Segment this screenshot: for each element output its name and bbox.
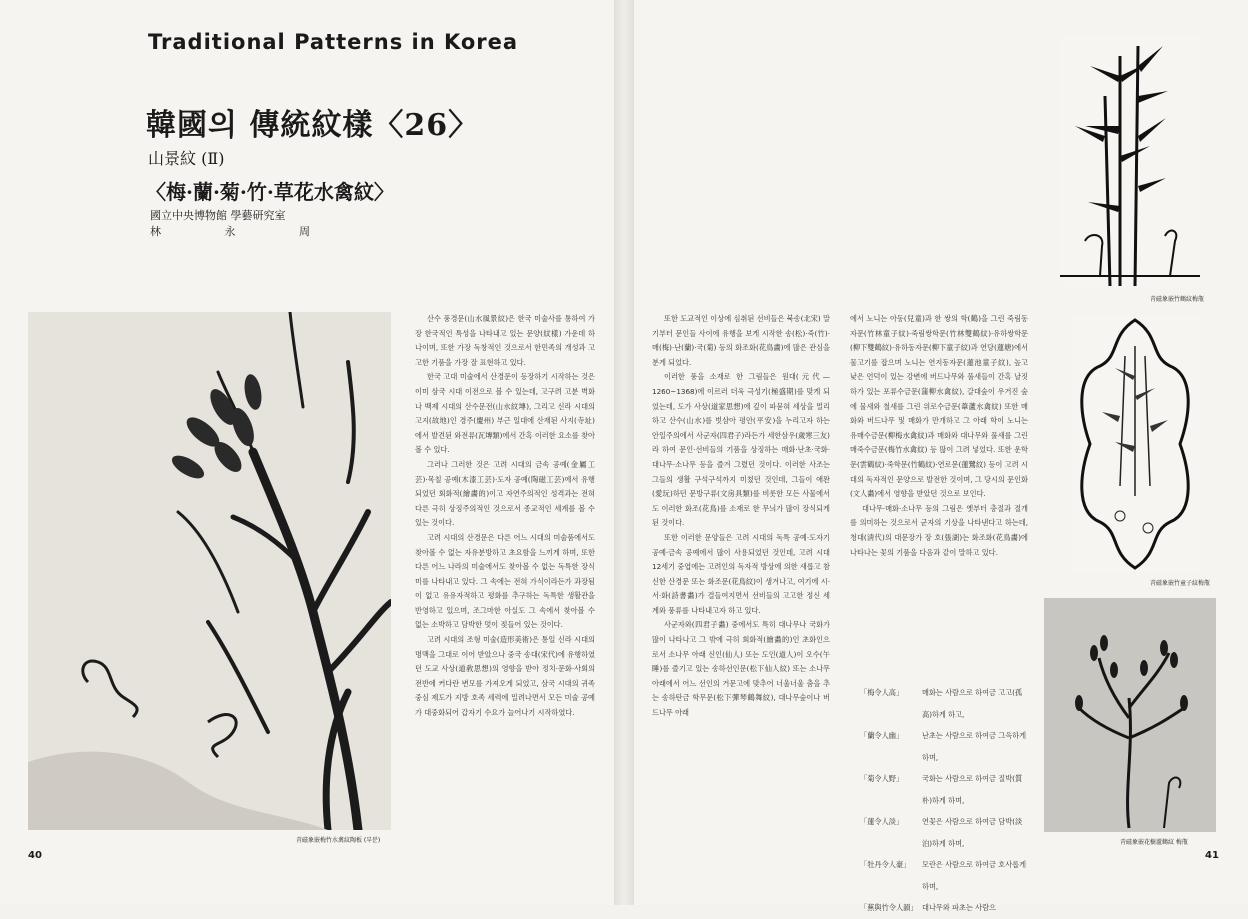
article-topic: 〈梅·蘭·菊·竹·草花水禽紋〉 bbox=[146, 180, 394, 204]
willow-vase-photo bbox=[1044, 598, 1216, 832]
paragraph: 산수 풍경문(山水風景紋)은 한국 미술사를 통하여 가장 한국적인 특성을 나타내고 있는 문양(紋樣) 가운데 하나이며, 또한 가장 독창적인 것으로서 한민족의 개성과 고고한 기품을 가장 잘 표현하고 있다. bbox=[415, 314, 595, 367]
poem-line: 「蓮令人淡」 연꽃은 사람으로 하여금 담박(淡泊)하게 하며, bbox=[860, 817, 1023, 848]
bamboo-vase-caption: 靑磁象嵌竹鶴紋梅甁 bbox=[1150, 296, 1205, 303]
paragraph: 사군자와(四君子畵) 중에서도 특히 대나무나 국화가 많이 나타나고 그 밖에 극히 회화적(繪畵的)인 초화인으로서 소나무 아래 신인(仙人) 또는 도인(道人)이 오수(午睡)를 즐기고 있는 송하선인문(松下仙人紋) 또는 소나무 아래에서 어느 선인의 거문고에 맞추어 너울너울 춤을 추는 송하탄금 학무문(松下彈琴鶴舞紋), 대나무숲이나 버드나무 아래 bbox=[652, 620, 830, 718]
page-number-right: 41 bbox=[1205, 850, 1219, 861]
paragraph: 대나무·매화·소나무 등의 그림은 옛부터 충절과 절개를 의미하는 것으로서 군자의 기상을 나타낸다고 하는데, 청대(淸代)의 대문장가 장 호(張湖)는 화조화(花鳥畵)에 나타나는 꽃의 기품을 다음과 같이 말하고 있다. bbox=[850, 503, 1028, 557]
body-column-1 bbox=[415, 312, 595, 721]
paragraph: 그러나 그러한 것은 고려 시대의 금속 공예(金屬工芸)·목칠 공예(木漆工芸)·도자 공예(陶磁工芸)에서 유행되었던 회화적(繪畵的)이고 자연주의적인 성격과는 전혀 다른 극히 상징주의적인 것으로서 종교적인 세계를 볼 수 있는 것이다. bbox=[415, 459, 595, 528]
paragraph: 고려 시대의 조형 미술(造形美術)은 통일 신라 시대의 명맥을 그대로 이어 받았으나 중국 송대(宋代)에 유행하였던 도교 사상(道敎思想)의 영향을 받아 정치·문화·사회의 전반에 커다란 변모를 가져오게 되었고, 삼국 시대의 귀족 중심 제도가 지방 호족 세력에 밀려나면서 모든 미술 공예가 대중화되어 갑자기 수요가 늘어나기 시작하였다. bbox=[415, 635, 595, 718]
article-title: 韓國의 傳統紋樣〈26〉 bbox=[146, 108, 480, 143]
medallion-vase-caption: 靑磁象嵌竹童子紋梅甁 bbox=[1150, 580, 1211, 587]
body-column-3 bbox=[850, 312, 1028, 560]
page-number-left: 40 bbox=[28, 850, 42, 861]
poem-line: 「蕉與竹令人韻」 대나무와 파초는 사람으 bbox=[860, 903, 997, 912]
paragraph: 또한 이러한 문양들은 고려 시대의 독특 공예·도자기 공예·금속 공예에서 많이 사용되었던 것인데, 고려 시대 12세기 중엽에는 고려인의 독자적 방상에 의한 새롭고 참신한 산경문 또는 화조문(花鳥紋)이 생겨나고, 여기에 시·서·화(詩書畵)가 결들여지면서 선비들의 고고한 정신 세계와 풍류를 나타내고자 하고 있다. bbox=[652, 532, 830, 615]
main-artwork-image bbox=[28, 312, 391, 830]
author-affiliation: 國立中央博物館 學藝研究室 bbox=[150, 209, 286, 222]
willow-vase-caption: 靑磁象嵌花樹蘆鶴紋 梅甁 bbox=[1120, 839, 1188, 846]
author-name: 林 永 周 bbox=[150, 225, 340, 238]
paragraph: 고려 시대의 산경문은 다른 어느 시대의 미술품에서도 찾아볼 수 없는 자유분방하고 초요함을 느끼게 하며, 또한 다른 어느 나라의 미술에서도 찾아볼 수 없는 독특한 장식미를 나타내고 있다. 그 속에는 전혀 가식이라든가 과장됨이 없고 유유자적하고 평화를 추구하는 독특한 생활관을 반영하고 있으며, 조그마한 아실도 그 속에서 찾아볼 수 없는 소박하고 담박한 멋이 젖들어 있는 것이다. bbox=[415, 532, 595, 630]
bamboo-crane-illustration bbox=[1060, 36, 1200, 286]
medallion-illustration bbox=[1070, 316, 1200, 572]
paragraph: 한국 고대 미술에서 산경문이 등장하기 시작하는 것은 이미 삼국 시대 이전으로 볼 수 있는데, 고구려 고분 벽화나 백제 시대의 산수문전(山水紋塼), 그리고 신라 시대의 고지(故地)인 경주(慶州) 부근 일대에 산재된 사지(寺址)에서 발견된 와전류(瓦塼類)에서 간혹 이러한 요소를 찾아볼 수 있다. bbox=[415, 372, 595, 455]
article-subtitle: 山景紋 (Ⅱ) bbox=[148, 149, 225, 168]
body-column-2 bbox=[652, 312, 830, 721]
poem-line: 「蘭令人幽」 난초는 사람으로 하여금 그윽하게 하며, bbox=[860, 731, 1027, 762]
main-image-caption: 靑磁象嵌梅竹水禽紋陶板 (부분) bbox=[296, 837, 381, 844]
paragraph: 이러한 풍을 소재로 한 그림들은 원대(元代—1260~1368)에 이르러 더욱 극성기(極盛期)를 맞게 되었는데, 도가 사상(道家思想)에 깊이 파묻혀 세상을 멀리하고 산수(山水)를 벗삼아 평안(平安)을 누리고자 하는 안일주의에서 사군자(四君子)라든가 세한삼우(歲寒三友)라 하여 문인·선비들의 기품을 상징하는 매화·난초·국화·대나무·소나무 등을 즐겨 그렸던 것이다. 이러한 사조는 그들의 생활 구석구석까지 미쳤던 것인데, 그들이 애완(愛玩)하던 문방구류(文房具類)를 비롯한 모든 사물에서도 이러한 화조(花鳥)를 소재로 한 무늬가 많이 장식되게 된 것이다. bbox=[652, 372, 830, 528]
poem-list bbox=[860, 682, 1030, 919]
paragraph: 에서 노니는 아동(兒童)과 한 쌍의 학(鶴)을 그린 죽림동자문(竹林童子紋)·죽림쌍학문(竹林雙鶴紋)·유하쌍학문(柳下雙鶴紋)·유하동자문(柳下童子紋)과 연당(蓮塘)에서 물고기를 잡으며 노니는 연지동자문(蓮池童子紋), 높고 낮은 언덕이 있는 강변에 버드나무와 풀새들이 간혹 날짓하가 있는 포류수금문(蒲柳水禽紋), 갈대숲이 우거진 숲에 물새와 철새를 그린 위로수금문(葦蘆水禽紋) 또한 매화와 버드나무 및 매화가 만개하고 그 아래 학이 노니는 유매수금문(柳梅水禽紋)과 매화와 대나무와 풀새를 그린 매죽수금문(梅竹水禽紋) 등 많이 그려 넣었다. 또한 운학문(雲鶴紋)·죽학문(竹鶴紋)·연로문(蓮鷺紋) 등이 고려 시대의 독자적인 문양으로 발전한 것이며, 그 당시의 문인화(文人畵)에서 영향을 받았던 것으로 보인다. bbox=[850, 314, 1028, 499]
book-gutter bbox=[614, 0, 634, 905]
series-title: Traditional Patterns in Korea bbox=[148, 30, 519, 54]
poem-line: 「梅令人高」 매화는 사람으로 하여금 고고(孤高)하게 하고, bbox=[860, 688, 1023, 719]
poem-line: 「菊令人野」 국화는 사람으로 하여금 질박(質朴)하게 하며, bbox=[860, 774, 1023, 805]
paragraph: 또한 도교적인 이상에 심취된 선비들은 북송(北宋) 말기부터 문인들 사이에 유행을 보게 시작한 송(松)·죽(竹)·매(梅)·난(蘭)·국(菊) 등의 화조화(花鳥畵)에 많은 관심을 분게 되었다. bbox=[652, 314, 830, 367]
poem-line: 「牡丹令人豪」 모란은 사람으로 하여금 호사롭게 하며, bbox=[860, 860, 1027, 891]
